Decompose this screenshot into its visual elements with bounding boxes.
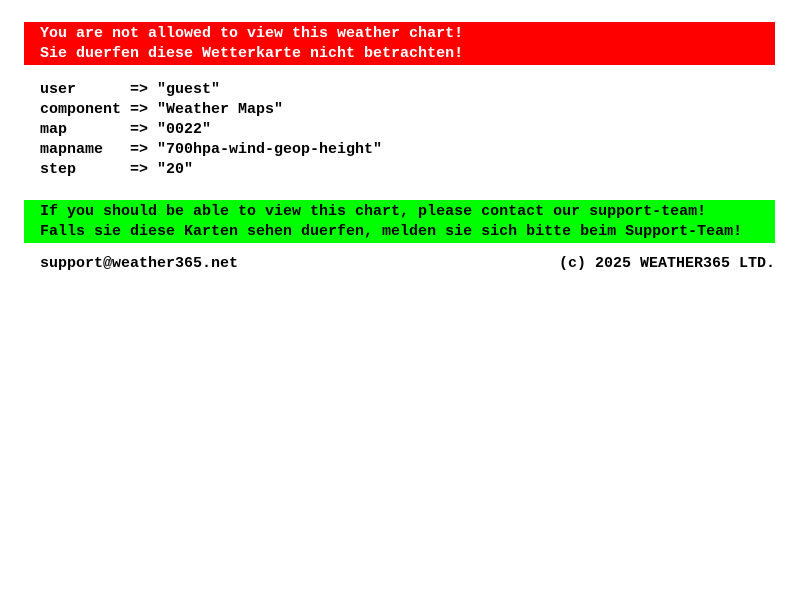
param-row [40,140,775,160]
support-message-en: If you should be able to view this chart, please contact our support-team! [40,203,707,220]
param-key: map [40,121,68,138]
copyright-notice: (c) 2025 WEATHER365 LTD. [558,255,775,272]
param-key: user [40,81,77,98]
denied-message-de: Sie duerfen diese Wetterkarte nicht betrachten! [40,45,464,62]
access-denied-banner [24,22,775,65]
support-email: support@weather365.net [40,255,239,272]
param-arrow: => [130,141,149,158]
param-value: "20" [157,161,194,178]
page-footer [24,254,775,274]
param-value: "guest" [157,81,221,98]
param-arrow: => [130,101,149,118]
param-row [40,120,775,140]
param-key: component [40,101,122,118]
support-banner [24,200,775,243]
param-value: "0022" [157,121,212,138]
param-arrow: => [130,81,149,98]
param-row [40,100,775,120]
request-params-list [24,80,775,180]
param-key: step [40,161,77,178]
denied-message-en: You are not allowed to view this weather chart! [40,25,464,42]
param-row [40,80,775,100]
support-message-de: Falls sie diese Karten sehen duerfen, melden sie sich bitte beim Support-Team! [40,223,743,240]
param-key: mapname [40,141,104,158]
param-row [40,160,775,180]
param-value: "700hpa-wind-geop-height" [157,141,383,158]
param-value: "Weather Maps" [157,101,284,118]
page-content [24,22,775,274]
param-arrow: => [130,161,149,178]
param-arrow: => [130,121,149,138]
